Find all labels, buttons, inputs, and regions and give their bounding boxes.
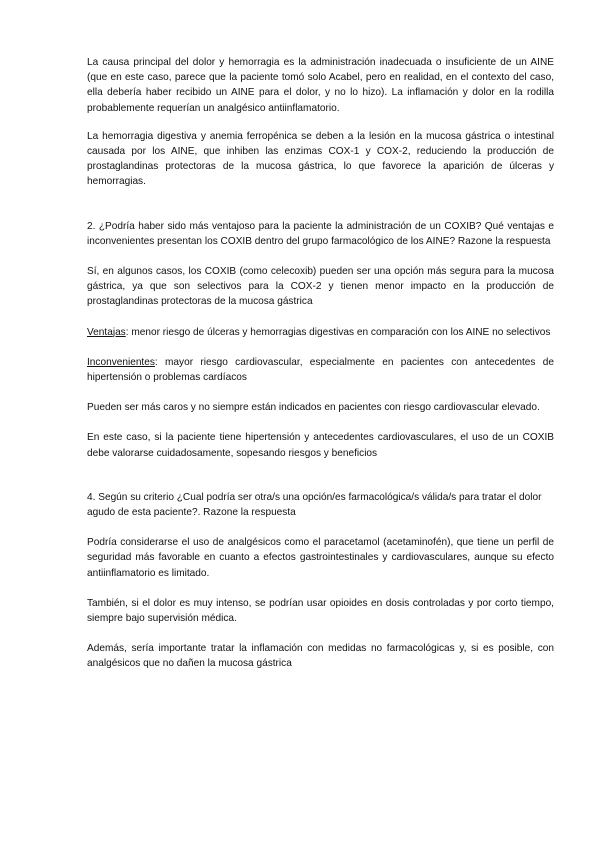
paragraph-paracetamol: Podría considerarse el uso de analgésicos como el paracetamol (acetaminofén), que tiene un perfil de seguridad más favorable en cuanto a efectos gastrointestinales y cardiovasculares, aunque su efecto antiinflamatorio es limitado. (87, 537, 554, 579)
question-4: 4. Según su criterio ¿Cual podría ser otra/s una opción/es farmacológica/s válida/s para tratar el dolor agudo de esta paciente?. Razone la respuesta (87, 491, 542, 519)
inconvenientes-label: Inconvenientes (87, 356, 155, 368)
paragraph-opioids: También, si el dolor es muy intenso, se podrían usar opioides en dosis controladas y por corto tiempo, siempre bajo supervisión médica. (87, 597, 554, 625)
inconvenientes-text: : mayor riesgo cardiovascular, especialmente en pacientes con antecedentes de hipertensión o problemas cardíacos (87, 356, 554, 384)
ventajas-text: : menor riesgo de úlceras y hemorragias digestivas en comparación con los AINE no selectivos (125, 326, 551, 338)
paragraph-cause: La causa principal del dolor y hemorragia es la administración inadecuada o insuficiente de un AINE (que en este caso, parece que la paciente tomó solo Acabel, pero en realidad, en el contexto del caso, ella debería haber recibido un AINE para el dolor, y no lo hizo). La inflamación y dolor en la rodilla probablemente requerían un analgésico antiinflamatorio. (87, 57, 554, 114)
paragraph-coxib-answer: Sí, en algunos casos, los COXIB (como celecoxib) pueden ser una opción más segura para la mucosa gástrica, ya que son selectivos para la COX-2 y tienen menor impacto en la producción de prostaglandinas protectoras de la mucosa gástrica (87, 266, 554, 308)
question-2: 2. ¿Podría haber sido más ventajoso para la paciente la administración de un COXIB? Qué ventajas e inconvenientes presentan los COXIB dentro del grupo farmacológico de los AINE? Razone la respuesta (87, 220, 554, 247)
paragraph-non-pharmacological: Además, sería importante tratar la inflamación con medidas no farmacológicas y, si es posible, con analgésicos que no dañen la mucosa gástrica (87, 643, 554, 670)
paragraph-cost: Pueden ser más caros y no siempre están indicados en pacientes con riesgo cardiovascular elevado. (87, 402, 540, 414)
ventajas-label: Ventajas (87, 326, 126, 338)
paragraph-inconvenientes (87, 355, 554, 385)
paragraph-ventajas (87, 325, 554, 340)
paragraph-case-coxib: En este caso, si la paciente tiene hipertensión y antecedentes cardiovasculares, el uso de un COXIB debe valorarse cuidadosamente, sopesando riesgos y beneficios (87, 432, 554, 459)
paragraph-hemorrhage: La hemorragia digestiva y anemia ferropénica se deben a la lesión en la mucosa gástrica o intestinal causada por los AINE, que inhiben las enzimas COX-1 y COX-2, reduciendo la producción de prostaglandinas protectoras de la mucosa gástrica, lo que favorece la aparición de úlceras y hemorragias. (87, 130, 554, 188)
